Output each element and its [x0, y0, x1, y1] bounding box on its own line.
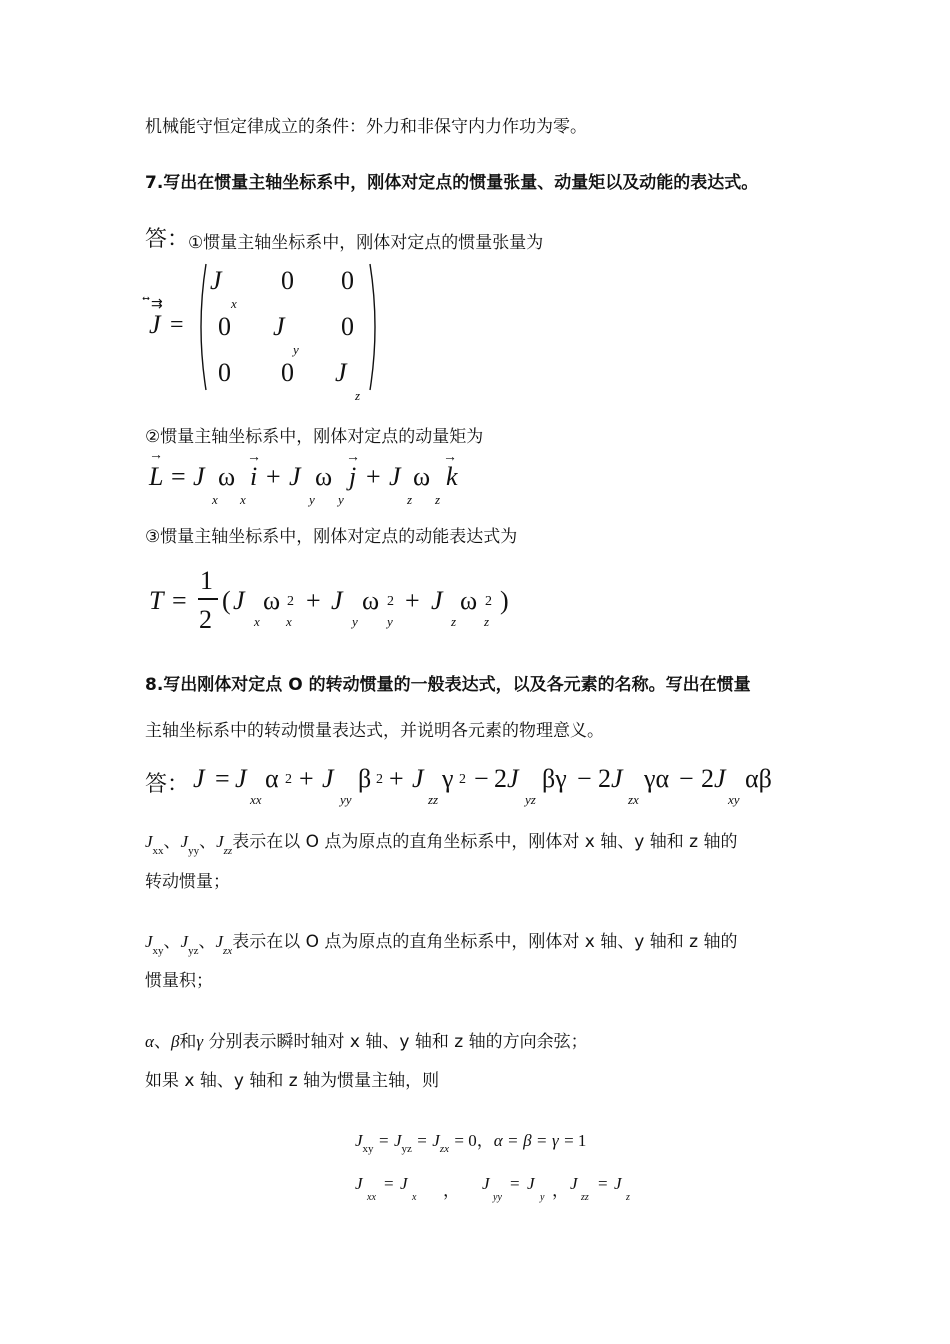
question-7: 7.写出在惯量主轴坐标系中，刚体对定点的惯量张量、动量矩以及动能的表达式。 — [145, 173, 759, 193]
J-symbol: J — [180, 832, 189, 851]
two-J — [598, 764, 623, 794]
fraction-bar — [198, 598, 218, 600]
matrix-cell-zero: 0 — [218, 358, 231, 387]
sub-x: x — [240, 492, 246, 507]
sub-yy: yy — [340, 792, 352, 807]
J-symbol: J — [145, 832, 153, 851]
answer-8-label: 答： — [145, 772, 190, 797]
answer-7-item-3: ③惯量主轴坐标系中，刚体对定点的动能表达式为 — [145, 527, 518, 547]
vector-arrow-icon: → — [346, 450, 360, 465]
J-symbol: J — [233, 586, 245, 615]
equals: = — [171, 462, 186, 491]
matrix-cell-zero: 0 — [218, 312, 231, 341]
alpha-symbol: α — [493, 1131, 503, 1150]
vector-arrow-icon: → — [247, 450, 261, 465]
comma: ， — [476, 1131, 494, 1151]
plus: + — [389, 764, 404, 793]
separator: 、 — [153, 1032, 171, 1052]
equals: = — [536, 1131, 547, 1150]
J-symbol: J — [570, 1174, 578, 1193]
unit-j: j — [349, 462, 357, 491]
gamma-symbol: γ — [551, 1131, 559, 1150]
J-symbol: J — [412, 764, 424, 793]
unit-k: k — [446, 462, 458, 491]
paragraph-direction-cosines — [145, 1027, 588, 1052]
alpha-symbol: α — [145, 1032, 154, 1051]
paragraph-1-continued: 转动惯量； — [145, 872, 230, 892]
J-symbol: J — [322, 764, 334, 793]
gamma-alpha — [644, 764, 669, 794]
alpha-beta — [745, 764, 772, 794]
unit-i: i — [250, 462, 258, 491]
sub-z: z — [626, 1192, 630, 1203]
omega-symbol: ω — [218, 462, 236, 491]
J-symbol: J — [193, 462, 205, 491]
sub-xx: xx — [367, 1192, 376, 1203]
plus: + — [366, 462, 381, 491]
two-J — [494, 764, 519, 794]
gamma-symbol: γ — [555, 764, 567, 793]
sub-y: y — [338, 492, 344, 507]
matrix-cell-J: J — [273, 312, 285, 341]
paragraph-2-continued: 惯量积； — [145, 971, 213, 991]
fraction-numerator: 1 — [200, 566, 213, 595]
separator: 、 — [198, 932, 216, 952]
beta-symbol: β — [542, 764, 556, 793]
T-symbol: T — [149, 586, 164, 615]
gamma-symbol: γ — [442, 764, 454, 793]
beta-symbol: β — [523, 1131, 532, 1150]
paragraph-3-text: 分别表示瞬时轴对 x 轴、y 轴和 z 轴的方向余弦； — [208, 1032, 588, 1052]
sub-xx: xx — [250, 792, 262, 807]
matrix-sub-y: y — [293, 342, 299, 357]
omega-symbol: ω — [413, 462, 431, 491]
sub-z: z — [435, 492, 441, 507]
beta-symbol: β — [758, 764, 772, 793]
omega-symbol: ω — [315, 462, 333, 491]
J-symbol: J — [289, 462, 301, 491]
answer-7-item-1: ①惯量主轴坐标系中，刚体对定点的惯量张量为 — [188, 233, 544, 253]
exponent-2: 2 — [485, 594, 492, 609]
alpha-symbol: α — [655, 764, 670, 793]
beta-gamma — [542, 764, 567, 794]
J-symbol: J — [482, 1174, 490, 1193]
sub-zz: zz — [223, 845, 233, 857]
sub-y: y — [352, 614, 358, 629]
sub-yz: yz — [525, 792, 536, 807]
sub-xy: xy — [728, 792, 740, 807]
vector-arrow-icon: → — [443, 450, 457, 465]
sub-yy: yy — [493, 1192, 502, 1203]
alpha-symbol: α — [265, 764, 279, 793]
J-symbol: J — [389, 462, 401, 491]
comma: ， — [443, 1181, 460, 1201]
matrix-cell-zero: 0 — [281, 358, 294, 387]
paragraph-1-text: 表示在以 O 点为原点的直角坐标系中，刚体对 x 轴、y 轴和 z 轴的 — [232, 832, 738, 852]
coefficient-2: 2 — [701, 764, 714, 793]
sub-x: x — [286, 614, 292, 629]
paragraph-4: 如果 x 轴、y 轴和 z 轴为惯量主轴，则 — [145, 1071, 440, 1091]
J-symbol: J — [527, 1174, 535, 1193]
J-symbol: J — [355, 1174, 363, 1193]
sub-x: x — [212, 492, 218, 507]
J-symbol: J — [431, 586, 443, 615]
minus: − — [577, 764, 592, 793]
beta-symbol: β — [358, 764, 372, 793]
gamma-symbol: γ — [196, 1032, 204, 1051]
paragraph-products-of-inertia — [145, 927, 738, 957]
omega-symbol: ω — [362, 586, 380, 615]
matrix-cell-zero: 0 — [341, 312, 354, 341]
plus: + — [306, 586, 321, 615]
equals: = — [378, 1131, 389, 1150]
paragraph-principal-moments — [145, 827, 738, 857]
answer-7-item-2: ②惯量主轴坐标系中，刚体对定点的动量矩为 — [145, 427, 484, 447]
fraction-denominator: 2 — [199, 605, 212, 634]
sub-zx: zx — [628, 792, 639, 807]
sub-z: z — [407, 492, 413, 507]
equals-one: = 1 — [564, 1131, 587, 1150]
question-8-text: 8.写出刚体对定点 O 的转动惯量的一般表达式，以及各元素的名称。写出在惯量 — [145, 675, 751, 695]
J-symbol: J — [714, 764, 726, 793]
sub-yz: yz — [188, 945, 199, 957]
paragraph-2-text: 表示在以 O 点为原点的直角坐标系中，刚体对 x 轴、y 轴和 z 轴的 — [232, 932, 738, 952]
gamma-symbol: γ — [644, 764, 656, 793]
sub-y: y — [540, 1192, 545, 1203]
J-symbol: J — [331, 586, 343, 615]
equals: = — [510, 1174, 520, 1193]
J-symbol: J — [507, 764, 519, 793]
minus: − — [474, 764, 489, 793]
J-symbol: J — [180, 932, 189, 951]
equals: = — [384, 1174, 394, 1193]
separator: 、 — [199, 832, 217, 852]
plus: + — [266, 462, 281, 491]
equals: = — [417, 1131, 427, 1150]
exponent-2: 2 — [285, 772, 292, 787]
exponent-2: 2 — [459, 772, 466, 787]
matrix-cell-zero: 0 — [281, 266, 294, 295]
J-symbol: J — [235, 764, 247, 793]
sub-yz: yz — [401, 1143, 412, 1155]
tensor-double-arrow-icon: ⇉ — [151, 297, 161, 312]
question-8-line-1 — [145, 677, 751, 694]
right-paren-icon — [368, 262, 382, 392]
matrix-cell-J: J — [335, 358, 347, 387]
sub-xy: xy — [362, 1143, 374, 1155]
separator: 、 — [163, 832, 181, 852]
omega-symbol: ω — [460, 586, 478, 615]
sub-zz: zz — [581, 1192, 589, 1203]
tensor-equals: = — [170, 312, 184, 338]
L-symbol: L — [149, 462, 164, 491]
sub-z: z — [451, 614, 457, 629]
sub-zx: zx — [439, 1143, 450, 1155]
sub-yy: yy — [188, 845, 200, 857]
exponent-2: 2 — [387, 594, 394, 609]
J-symbol: J — [355, 1131, 363, 1150]
equals: = — [172, 586, 187, 615]
equals: = — [215, 764, 230, 793]
J-symbol: J — [400, 1174, 408, 1193]
omega-symbol: ω — [263, 586, 281, 615]
answer-7-label: 答： — [145, 227, 190, 252]
sub-xy: xy — [152, 945, 164, 957]
comma: ， — [552, 1181, 569, 1201]
J-symbol: J — [393, 1131, 402, 1150]
exponent-2: 2 — [287, 594, 294, 609]
J-symbol: J — [215, 932, 224, 951]
matrix-sub-z: z — [355, 388, 361, 403]
separator: 、 — [163, 932, 181, 952]
exponent-2: 2 — [376, 772, 383, 787]
tensor-J-symbol: J — [149, 310, 161, 339]
J-symbol: J — [216, 832, 224, 851]
coefficient-2: 2 — [598, 764, 611, 793]
open-paren: ( — [222, 586, 231, 615]
close-paren: ) — [500, 586, 509, 615]
sub-z: z — [484, 614, 490, 629]
text-line-1: 机械能守恒定律成立的条件：外力和非保守内力作功为零。 — [145, 117, 587, 137]
equals: = — [508, 1131, 518, 1150]
minus: − — [679, 764, 694, 793]
principal-axes-condition-1 — [355, 1126, 587, 1155]
sub-x: x — [412, 1192, 417, 1203]
equals: = — [598, 1174, 608, 1193]
left-paren-icon — [194, 262, 208, 392]
sub-xx: xx — [152, 845, 164, 857]
sub-zx: zx — [223, 945, 233, 957]
two-J — [701, 764, 726, 794]
J-symbol: J — [193, 764, 205, 793]
J-symbol: J — [432, 1131, 440, 1150]
equals-zero: = 0 — [454, 1131, 477, 1150]
vector-arrow-icon: → — [149, 448, 163, 463]
sub-x: x — [254, 614, 260, 629]
J-symbol: J — [614, 1174, 622, 1193]
plus: + — [299, 764, 314, 793]
J-symbol: J — [611, 764, 623, 793]
J-symbol: J — [145, 932, 153, 951]
and-text: 和 — [179, 1032, 197, 1052]
matrix-sub-x: x — [231, 296, 237, 311]
question-8-line-2: 主轴坐标系中的转动惯量表达式，并说明各元素的物理意义。 — [145, 721, 604, 741]
plus: + — [405, 586, 420, 615]
coefficient-2: 2 — [494, 764, 507, 793]
beta-symbol: β — [170, 1032, 180, 1051]
sub-zz: zz — [428, 792, 439, 807]
matrix-cell-zero: 0 — [341, 266, 354, 295]
sub-y: y — [387, 614, 393, 629]
matrix-cell-J: J — [210, 266, 222, 295]
sub-y: y — [309, 492, 315, 507]
alpha-symbol: α — [745, 764, 759, 793]
